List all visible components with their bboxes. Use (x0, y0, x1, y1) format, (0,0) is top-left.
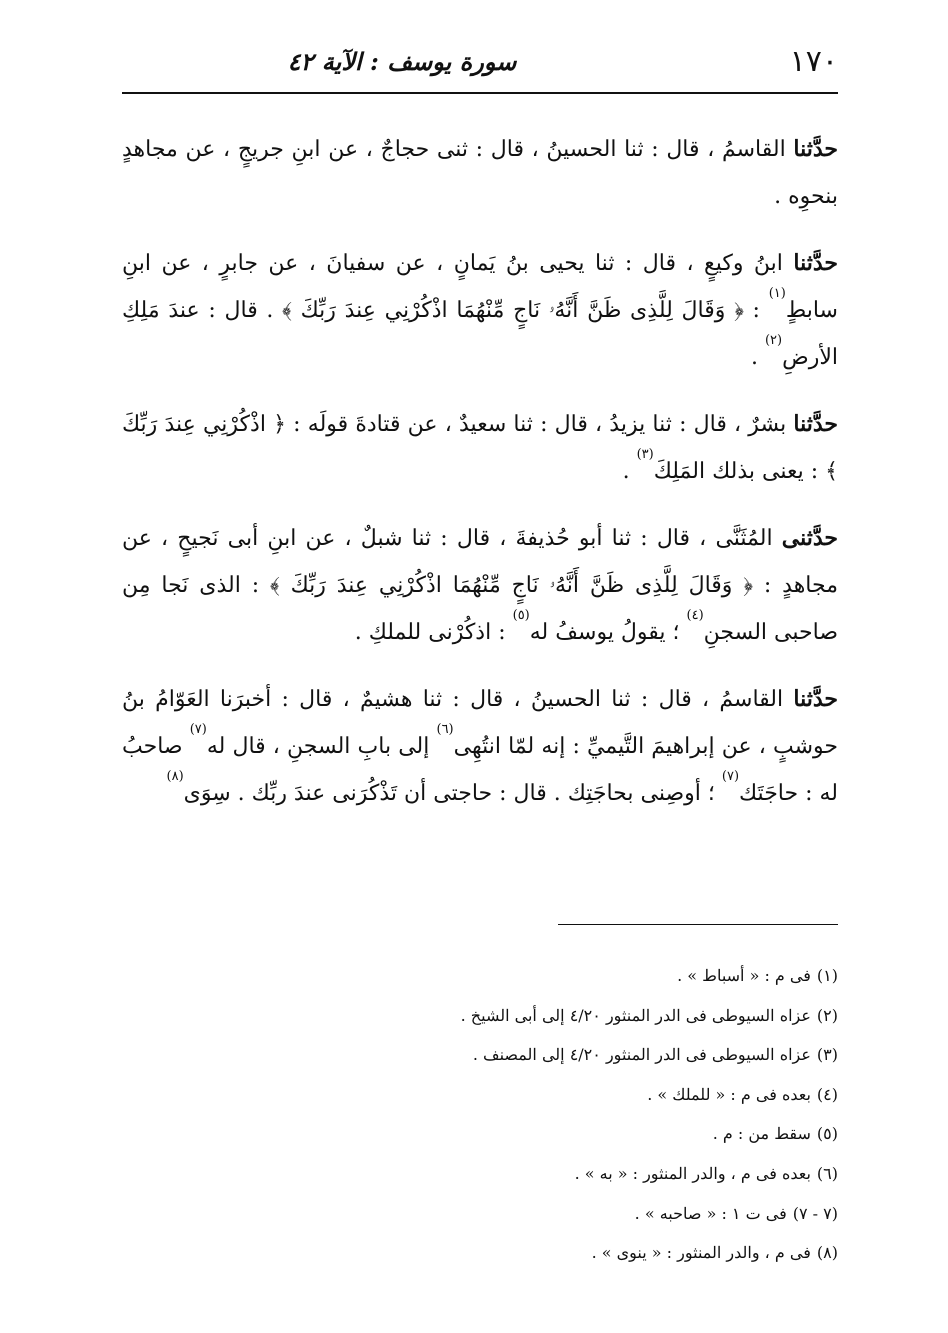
paragraph-text: إلى بابِ السجنِ ، قال له (206, 734, 437, 759)
footnote-number: (٢) (816, 1005, 838, 1025)
footnote-item (122, 1075, 838, 1115)
paragraph-4 (122, 515, 838, 656)
footnote-item (122, 1154, 838, 1194)
footnote-item (122, 1114, 838, 1154)
footnote-ref[interactable]: (١) (768, 286, 786, 301)
footnote-ref[interactable]: (٧) (189, 722, 207, 737)
paragraph-text: القاسمُ ، قال : ثنا الحسينُ ، قال : ثنا هشيمٌ ، قال : أخبرَنا العَوّامُ بنُ حوشبٍ ، عن إبراهيمَ التَّيميِّ : إنه لمّا انتُهِى (122, 687, 839, 759)
footnote-ref[interactable]: (٦) (436, 722, 454, 737)
paragraph-text: . (622, 459, 637, 484)
paragraph-lead: حدَّثنا (793, 411, 838, 437)
footnote-item (122, 956, 838, 996)
footnote-text: سقط من : م . (712, 1124, 811, 1144)
header-rule (122, 92, 838, 94)
paragraph-1 (122, 126, 838, 220)
footnote-item (122, 1233, 838, 1273)
footnote-number: (١) (816, 966, 838, 985)
page-header (122, 40, 838, 92)
running-title: سورة يوسف : الآية ٤٢ (287, 47, 517, 76)
paragraph-text: ؛ يقولُ يوسفُ له (529, 620, 687, 645)
footnote-number: (٥) (816, 1124, 838, 1144)
paragraph-text: صاحبُ له : حاجَتَك (122, 734, 838, 806)
paragraph-text: ؛ أوصِنى بحاجَتِك . قال : حاجتى أن تَذْكُرَنى عندَ ربِّك . سِوَى (183, 781, 722, 806)
main-text (122, 126, 838, 837)
footnote-ref[interactable]: (٤) (686, 608, 704, 623)
footnote-text: بعده فى م : « للملك » . (647, 1084, 811, 1104)
footnote-rule (558, 924, 838, 925)
footnote-text: بعده فى م ، والدر المنثور : « به » . (574, 1163, 811, 1183)
footnotes (122, 956, 838, 1273)
footnote-item (122, 1194, 838, 1234)
footnote-text: فى م : « أسباط » . (677, 966, 811, 985)
paragraph-text: . (750, 345, 765, 370)
paragraph-3 (122, 401, 838, 495)
paragraph-text: القاسمُ ، قال : ثنا الحسينُ ، قال : ثنى حجاجٌ ، عن ابنِ جريجٍ ، عن مجاهدٍ بنحوِه . (122, 137, 838, 209)
footnote-number: (٨) (816, 1243, 838, 1263)
footnote-ref[interactable]: (٨) (166, 769, 184, 784)
paragraph-lead: حدَّثنا (793, 136, 838, 162)
footnote-item (122, 1035, 838, 1075)
footnote-ref[interactable]: (٢) (764, 333, 783, 348)
page-number: ١٧٠ (789, 44, 838, 79)
footnote-number: (٤) (816, 1084, 838, 1104)
paragraph-lead: حدَّثنا (793, 686, 838, 712)
footnote-text: عزاه السيوطى فى الدر المنثور ٤/٢٠ إلى المصنف . (472, 1045, 811, 1065)
footnote-ref[interactable]: (٧) (721, 769, 740, 784)
paragraph-text: بشرٌ ، قال : ثنا يزيدُ ، قال : ثنا سعيدٌ ، عن قتادةَ قولَه : ﴿ اذْكُرْنِي عِندَ رَبِّكَ ﴾ : يعنى بذلك المَلِكَ (122, 412, 838, 484)
footnote-text: فى م ، والدر المنثور : « ينوى » . (591, 1243, 811, 1263)
paragraph-text: : اذكُرْنى للملكِ . (354, 620, 513, 645)
paragraph-lead: حدَّثنى (781, 525, 838, 551)
paragraph-lead: حدَّثنا (793, 250, 838, 276)
paragraph-text: المُثَنَّى ، قال : ثنا أبو حُذيفةَ ، قال : ثنا شبلٌ ، عن ابنِ أبى نَجيحٍ ، عن مجاهدٍ : ﴿ وَقَالَ لِلَّذِى ظَنَّ أَنَّهُۥ نَاجٍ مِّنْهُمَا اذْكُرْنِي عِندَ رَبِّكَ ﴾ : الذى نَجا مِن صاحبى السجنِ (122, 526, 838, 645)
footnote-number: (٧ - ٧) (792, 1203, 838, 1223)
footnote-item (122, 996, 838, 1036)
footnote-text: فى ت ١ : « صاحبه » . (634, 1203, 787, 1223)
paragraph-text: : ﴿ وَقَالَ لِلَّذِى ظَنَّ أَنَّهُۥ نَاجٍ مِّنْهُمَا اذْكُرْنِي عِندَ رَبِّكَ ﴾ . قال : عندَ مَلِكِ الأرضِ (122, 298, 838, 370)
footnote-ref[interactable]: (٥) (512, 608, 530, 623)
paragraph-5 (122, 676, 838, 817)
paragraph-2 (122, 240, 838, 381)
footnote-ref[interactable]: (٣) (636, 447, 654, 462)
paragraph-text: ابنُ وكيعٍ ، قال : ثنا يحيى بنُ يَمانٍ ، عن سفيانَ ، عن جابرٍ ، عن ابنِ سابطٍ (122, 251, 838, 323)
footnote-number: (٦) (816, 1163, 838, 1183)
footnote-text: عزاه السيوطى فى الدر المنثور ٤/٢٠ إلى أبى الشيخ . (460, 1005, 811, 1025)
footnote-number: (٣) (816, 1045, 838, 1065)
